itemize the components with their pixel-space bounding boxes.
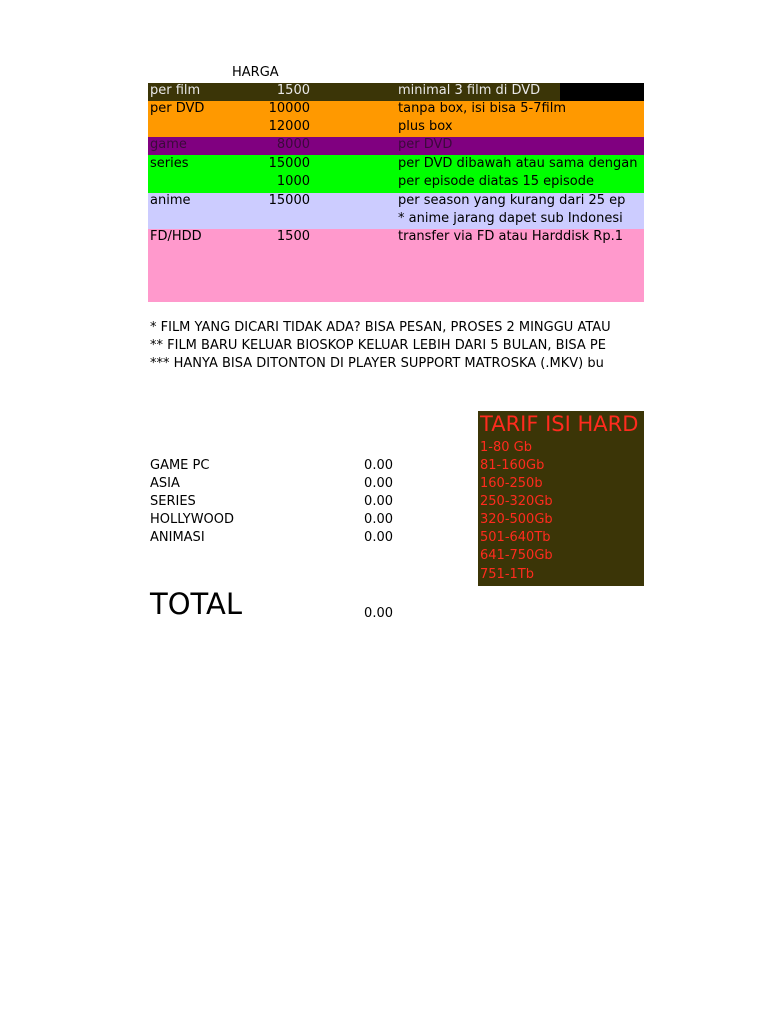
- row-note: per season yang kurang dari 25 ep: [398, 193, 626, 208]
- row-price: 1500: [276, 83, 310, 98]
- row-price: 15000: [268, 193, 310, 208]
- row-price: 12000: [268, 119, 310, 134]
- row-price: 10000: [268, 101, 310, 116]
- row-label: game: [150, 137, 187, 152]
- row-price: 1000: [276, 174, 310, 189]
- footnote: ** FILM BARU KELUAR BIOSKOP KELUAR LEBIH DARI 5 BULAN, BISA PE: [150, 338, 606, 353]
- footnote: * FILM YANG DICARI TIDAK ADA? BISA PESAN, PROSES 2 MINGGU ATAU: [150, 320, 611, 335]
- row-note: minimal 3 film di DVD: [398, 83, 541, 98]
- row-price: 8000: [276, 137, 310, 152]
- black-cell: [560, 83, 644, 101]
- tarif-item: 751-1Tb: [480, 567, 534, 582]
- row-price: 1500: [276, 229, 310, 244]
- tarif-item: 160-250b: [480, 476, 543, 491]
- tarif-item: 320-500Gb: [480, 512, 553, 527]
- summary-label: SERIES: [150, 494, 196, 509]
- tarif-item: 1-80 Gb: [480, 440, 532, 455]
- summary-label: HOLLYWOOD: [150, 512, 235, 527]
- row-note: tanpa box, isi bisa 5-7film: [398, 101, 566, 116]
- row-label: FD/HDD: [150, 229, 202, 244]
- summary-value: 0.00: [364, 476, 393, 491]
- row-note: plus box: [398, 119, 453, 134]
- summary-value: 0.00: [364, 530, 393, 545]
- summary-label: ASIA: [150, 476, 180, 491]
- row-note: per DVD dibawah atau sama dengan: [398, 156, 638, 171]
- summary-label: GAME PC: [150, 458, 210, 473]
- summary-label: ANIMASI: [150, 530, 205, 545]
- price-header: HARGA: [232, 65, 279, 80]
- tarif-title: TARIF ISI HARD: [480, 412, 639, 436]
- total-label: TOTAL: [150, 587, 242, 621]
- row-note: per episode diatas 15 episode: [398, 174, 595, 189]
- footnote: *** HANYA BISA DITONTON DI PLAYER SUPPORT MATROSKA (.MKV) bu: [150, 356, 604, 371]
- summary-value: 0.00: [364, 458, 393, 473]
- row-label: per DVD: [150, 101, 205, 116]
- total-value: 0.00: [364, 606, 393, 621]
- row-label: anime: [150, 193, 191, 208]
- row-label: per film: [150, 83, 201, 98]
- row-price: 15000: [268, 156, 310, 171]
- row-note: per DVD: [398, 137, 453, 152]
- row-note: * anime jarang dapet sub Indonesi: [398, 211, 623, 226]
- summary-value: 0.00: [364, 494, 393, 509]
- summary-value: 0.00: [364, 512, 393, 527]
- tarif-item: 501-640Tb: [480, 530, 551, 545]
- tarif-item: 250-320Gb: [480, 494, 553, 509]
- row-note: transfer via FD atau Harddisk Rp.1: [398, 229, 623, 244]
- row-label: series: [150, 156, 189, 171]
- tarif-item: 81-160Gb: [480, 458, 545, 473]
- tarif-item: 641-750Gb: [480, 548, 553, 563]
